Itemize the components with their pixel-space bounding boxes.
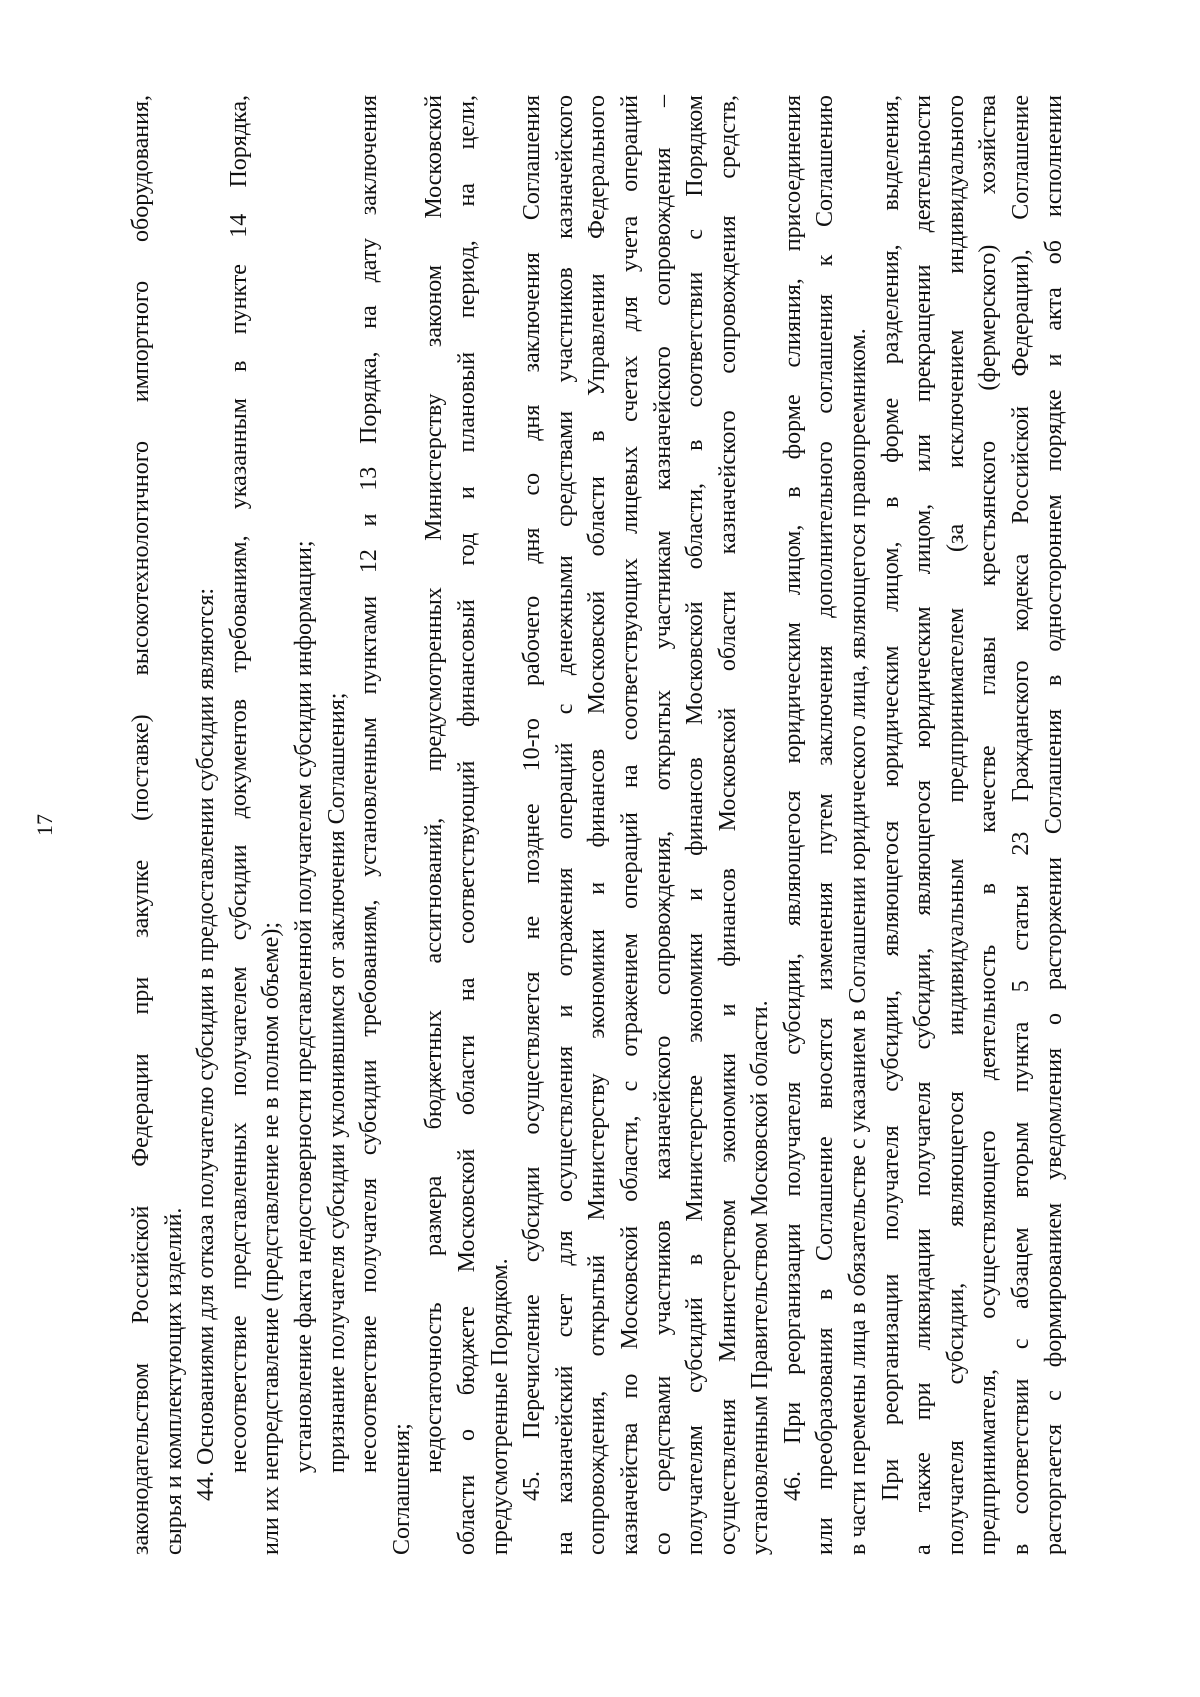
text-line: сырья и комплектующих изделий. — [160, 1207, 187, 1555]
text-line: казначейства по Московской области, с отражением операций на соответствующих лицевых счетах для учета операций — [616, 95, 643, 1555]
page-number: 17 — [32, 814, 57, 836]
text-line: на казначейский счет для осуществления и отражения операций с денежными средствами участников казначейского — [551, 95, 578, 1555]
text-line: сопровождения, открытый Министерству экономики и финансов Московской области в Управлении Федерального — [584, 95, 611, 1555]
text-line: в соответствии с абзацем вторым пункта 5 статьи 23 Гражданского кодекса Российской Федерации), Соглашение — [1008, 95, 1035, 1555]
text-line: законодательством Российской Федерации при закупке (поставке) высокотехнологичного импортного оборудования, — [128, 95, 154, 1555]
text-line: или их непредставление (представление не в полном объеме); — [258, 922, 285, 1555]
text-line: в части перемены лица в обязательстве с указанием в Соглашении юридического лица, являющегося правопреемником. — [845, 328, 872, 1555]
text-line: предпринимателя, осуществляющего деятельность в качестве главы крестьянского (фермерского) хозяйства — [975, 95, 1002, 1555]
rotated-text-sheet — [32, 95, 1067, 1555]
text-line: со средствами участников казначейского сопровождения, открытых участникам казначейского сопровождения – — [649, 95, 676, 1555]
text-line: Соглашения; — [388, 1423, 415, 1555]
text-line: получателям субсидий в Министерстве экономики и финансов Московской области, в соответствии с Порядком — [682, 95, 709, 1555]
text-line: или преобразования в Соглашение вносятся изменения путем заключения дополнительного соглашения к Соглашению — [812, 95, 839, 1555]
text-line: установление факта недостоверности представленной получателем субсидии информации; — [290, 540, 317, 1473]
text-line: 46. При реорганизации получателя субсидии, являющегося юридическим лицом, в форме слияния, присоединения — [779, 95, 806, 1501]
text-line: 45. Перечисление субсидии осуществляется не позднее 10-го рабочего дня со дня заключения Соглашения — [519, 95, 546, 1501]
text-line: 44. Основаниями для отказа получателю субсидии в предоставлении субсидии являются: — [193, 587, 220, 1501]
text-line: При реорганизации получателя субсидии, являющегося юридическим лицом, в форме разделения, выделения, — [877, 95, 904, 1501]
text-line: а также при ликвидации получателя субсидии, являющегося юридическим лицом, или прекращении деятельности — [910, 95, 937, 1555]
text-line: получателя субсидии, являющегося индивидуальным предпринимателем (за исключением индивидуального — [942, 95, 969, 1555]
text-line: области о бюджете Московской области на соответствующий финансовый год и плановый период, на цели, — [453, 95, 480, 1555]
text-line: осуществления Министерством экономики и финансов Московской области казначейского сопровождения средств, — [714, 95, 741, 1555]
text-line: несоответствие представленных получателем субсидии документов требованиям, указанным в пункте 14 Порядка, — [225, 95, 252, 1473]
text-line: недостаточность размера бюджетных ассигнований, предусмотренных Министерству законом Московской — [421, 95, 448, 1473]
text-line: предусмотренные Порядком. — [486, 1258, 513, 1555]
text-line: расторгается с формированием уведомления о расторжении Соглашения в одностороннем порядке и акта об исполнении — [1040, 95, 1067, 1555]
text-line: признание получателя субсидии уклонившимся от заключения Соглашения; — [323, 692, 350, 1473]
body-text — [125, 95, 1070, 1555]
text-line: несоответствие получателя субсидии требованиям, установленным пунктами 12 и 13 Порядка, на дату заключения — [356, 95, 383, 1473]
text-line: установленным Правительством Московской области. — [747, 1000, 774, 1555]
